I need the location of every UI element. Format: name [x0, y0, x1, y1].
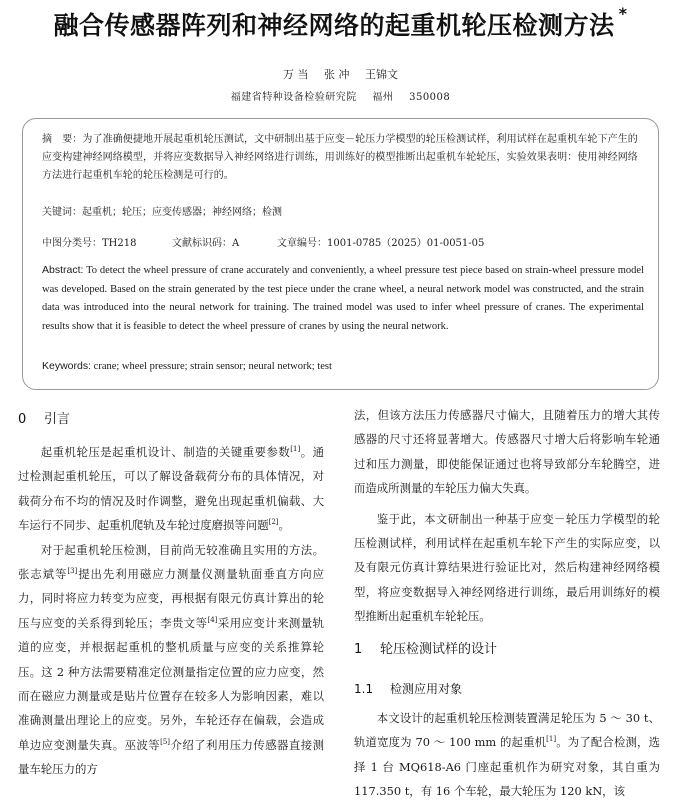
- keywords-en-label: Keywords:: [42, 360, 92, 372]
- paragraph: 起重机轮压是起重机设计、制造的关键重要参数[1]。通过检测起重机轮压，可以了解设备载荷分布的具体情况，对载荷分布不均的情况及时作调整，避免出现起重机偏载、大车运行不同步、起重机爬轨及车轮过度磨损等问题[2]。: [18, 445, 324, 533]
- article-number: 文章编号：1001-0785（2025）01-0051-05: [277, 238, 485, 249]
- abstract-en: [42, 261, 644, 336]
- citation-ref: [1]: [546, 735, 557, 744]
- document-code: 文献标识码：A: [172, 238, 240, 249]
- abstract-cn-label: 摘 要：: [42, 134, 83, 145]
- keywords-cn: [42, 203, 282, 218]
- paragraph: 对于起重机轮压检测，目前尚无较准确且实用的方法。张志斌等[3]提出先利用磁应力测量仪测量轨面垂直方向应力，同时将应力转变为应变，再根据有限元仿真计算出的轮压与应变的关系得到轮压；李贵文等[4]采用应变计来测量轨道的应变，并根据起重机的整机质量与应变的关系推算轮压。这 2 种方法需要精准定位测量指定位置的应力应变，然而在磁应力测量或是贴片位置存在较多人为影响因素，难以准确测量出理论上的应变。另外，车轮还存在偏载，会造成单边应变测量失真。巫波等[5]介绍了利用压力传感器直接测量车轮压力的方: [18, 542, 324, 777]
- clc-number: 中图分类号：TH218: [42, 238, 137, 249]
- paper-title: 融合传感器阵列和神经网络的起重机轮压检测方法 *: [53, 3, 628, 40]
- affiliation-city: 福州: [372, 92, 394, 103]
- affiliation: [0, 88, 681, 103]
- affiliation-org: 福建省特种设备检验研究院: [230, 92, 357, 103]
- author-name: 万 当: [283, 68, 309, 81]
- citation-ref: [5]: [160, 738, 171, 747]
- subsection-heading-1-1: 1.1 检测应用对象: [354, 682, 463, 696]
- affiliation-zip: 350008: [409, 92, 451, 103]
- abstract-en-text: To detect the wheel pressure of crane accurately and conveniently, a wheel pressure test piece based on strain-wheel pressure model was developed. Based on the strain generated by the test piece under the crane wheel, a neural network model was constructed, and the strain data was introduced into the neural network for training. The trained model was used to infer wheel pressure of cranes. The experimental results show that it is feasible to detect the wheel pressure of cranes by using the neural network.: [42, 265, 645, 332]
- title-footnote-mark: *: [618, 3, 628, 23]
- citation-ref: [1]: [290, 445, 301, 454]
- abstract-en-label: Abstract:: [42, 264, 84, 276]
- right-column-top: [354, 403, 660, 629]
- citation-ref: [4]: [207, 616, 218, 625]
- keywords-en-text: crane; wheel pressure; strain sensor; neural network; test: [93, 361, 332, 372]
- author-name: 张 冲: [324, 68, 350, 81]
- abstract-cn: [42, 131, 642, 185]
- section-heading-0: 0 引言: [18, 412, 71, 427]
- section-heading-1: 1 轮压检测试样的设计: [354, 642, 498, 657]
- keywords-cn-label: 关键词：: [42, 207, 82, 218]
- author-list: [0, 66, 681, 82]
- paragraph: 法，但该方法压力传感器尺寸偏大，且随着压力的增大其传感器的尺寸还将显著增大。传感器尺寸增大后将影响车轮通过和压力测量，即使能保证通过也将导致部分车轮腾空，进而造成所测量的车轮压力偏大失真。: [354, 408, 660, 496]
- left-column: [18, 440, 324, 782]
- citation-ref: [2]: [268, 518, 279, 527]
- paragraph: 本文设计的起重机轮压检测装置满足轮压为 5 ～ 30 t、轨道宽度为 70 ～ 100 mm 的起重机[1]。为了配合检测，选择 1 台 MQ618-A6 门座起重机作为研究对象，其自重为 117.350 t，有 16 个车轮，最大轮压为 120 kN，该: [354, 711, 660, 799]
- paragraph: 鉴于此，本文研制出一种基于应变－轮压力学模型的轮压检测试样，利用试样在起重机车轮下产生的实际应变，以及有限元仿真计算结果进行验证比对，然后构建神经网络模型，将应变数据导入神经网络进行训练，最后用训练好的模型推断出起重机车轮轮压。: [354, 511, 660, 624]
- keywords-en: [42, 360, 332, 372]
- citation-ref: [3]: [67, 567, 78, 576]
- author-name: 王锦文: [365, 68, 398, 81]
- right-column-bottom: [354, 706, 660, 804]
- keywords-cn-text: 起重机；轮压；应变传感器；神经网络；检测: [82, 207, 282, 218]
- abstract-cn-text: 为了准确便捷地开展起重机轮压测试，文中研制出基于应变－轮压力学模型的轮压检测试样，利用试样在起重机车轮下产生的应变构建神经网络模型，并将应变数据导入神经网络进行训练，用训练好的模型推断出起重机车轮轮压，实验效果表明：使用神经网络方法进行起重机车轮的轮压检测是可行的。: [42, 134, 638, 181]
